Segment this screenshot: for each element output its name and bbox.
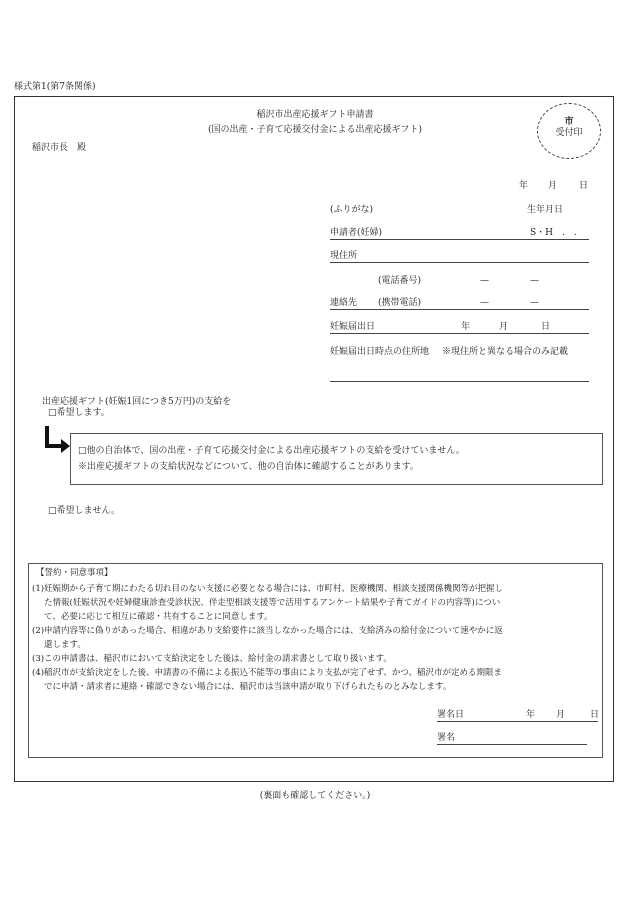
mobile-dash-1: — xyxy=(480,298,489,308)
contact-label: 連絡先 xyxy=(330,298,358,308)
applicant-name-label: 申請者(妊婦) xyxy=(330,228,383,238)
terms-line: て、必要に応じて相互に確認・共有することに同意します。 xyxy=(44,612,273,622)
other-municipality-text: 他の自治体で、国の出産・子育て応援交付金による出産応援ギフトの支給を受けていません。 xyxy=(86,446,465,456)
sign-date-label: 署名日 xyxy=(437,710,465,720)
sign-label: 署名 xyxy=(437,733,456,743)
pregnancy-year: 年 xyxy=(461,322,471,332)
no-wish-option[interactable] xyxy=(48,506,120,517)
address-label: 現住所 xyxy=(330,251,358,261)
terms-heading: 【誓約・同意事項】 xyxy=(36,568,113,578)
birthdate-label: 生年月日 xyxy=(527,205,564,215)
mobile-label: (携帯電話) xyxy=(378,298,422,308)
contact-field[interactable] xyxy=(330,309,589,310)
birth-era: S・H . . xyxy=(530,228,577,238)
reception-stamp xyxy=(537,103,601,159)
no-wish-checkbox[interactable]: □ xyxy=(48,506,57,516)
pregnancy-date-label: 妊娠届出日 xyxy=(330,322,376,332)
stamp-city: 市 xyxy=(564,117,574,127)
sign-day: 日 xyxy=(590,710,600,720)
gift-intro: 出産応援ギフト(妊娠1回につき5万円)の支給を xyxy=(42,397,232,407)
sign-year: 年 xyxy=(526,710,536,720)
prev-address-field[interactable] xyxy=(330,381,589,382)
page-title: 稲沢市出産応援ギフト申請書 xyxy=(256,110,374,120)
terms-line: (4)稲沢市が支給決定をした後、申請書の不備による振込不能等の事由により支払が完了せず、かつ、稲沢市が定める期限ま xyxy=(32,668,503,678)
other-municipality-checkbox[interactable]: □ xyxy=(78,446,87,456)
phone-dash-1: — xyxy=(480,276,489,286)
terms-line: (1)妊娠期から子育て期にわたる切れ目のない支援に必要となる場合には、市町村、医療機関、相談支援関係機関等が把握し xyxy=(32,584,504,594)
date-day: 日 xyxy=(579,181,589,191)
date-month: 月 xyxy=(548,181,558,191)
addressee: 稲沢市長 殿 xyxy=(32,143,87,153)
prev-address-label: 妊娠届出日時点の住所地 xyxy=(330,347,430,357)
phone-label: (電話番号) xyxy=(378,276,422,286)
prev-address-note: ※現住所と異なる場合のみ記載 xyxy=(442,347,569,357)
other-municipality-note: ※出産応援ギフトの支給状況などについて、他の自治体に確認することがあります。 xyxy=(78,462,419,472)
no-wish-label: 希望しません。 xyxy=(56,506,121,516)
form-id: 様式第1(第7条関係) xyxy=(14,82,96,92)
stamp-label: 受付印 xyxy=(555,128,583,138)
applicant-name-field[interactable] xyxy=(330,239,589,240)
terms-line: (3)この申請書は、稲沢市において支給決定をした後は、給付金の請求書として取り扱います。 xyxy=(32,654,392,664)
footer-note: (裏面も確認してください。) xyxy=(259,791,371,801)
address-field[interactable] xyxy=(330,262,589,263)
terms-line: 還します。 xyxy=(44,640,86,650)
terms-line: でに申請・請求者に連絡・確認できない場合には、稲沢市は当該申請が取り下げられたものとみなします。 xyxy=(44,682,452,692)
wish-option[interactable] xyxy=(48,408,110,419)
pregnancy-day: 日 xyxy=(541,322,551,332)
pregnancy-month: 月 xyxy=(499,322,509,332)
furigana-label: (ふりがな) xyxy=(330,205,374,215)
other-municipality-option[interactable] xyxy=(78,446,465,457)
pregnancy-date-field[interactable] xyxy=(330,333,589,334)
sign-date-field[interactable] xyxy=(437,721,598,722)
other-municipality-box xyxy=(70,433,603,485)
mobile-dash-2: — xyxy=(530,298,539,308)
wish-checkbox[interactable]: □ xyxy=(48,408,57,418)
date-year: 年 xyxy=(519,181,529,191)
signature-field[interactable] xyxy=(437,744,587,745)
sign-month: 月 xyxy=(556,710,566,720)
phone-dash-2: — xyxy=(530,276,539,286)
terms-line: た情報(妊娠状況や妊婦健康診査受診状況、伴走型相談支援等で活用するアンケート結果や子育てガイドの内容等)につい xyxy=(44,598,501,608)
terms-line: (2)申請内容等に偽りがあった場合、相違があり支給要件に該当しなかった場合には、支給済みの給付金について速やかに返 xyxy=(32,626,503,636)
page-subtitle: (国の出産・子育て応援交付金による出産応援ギフト) xyxy=(207,125,423,135)
wish-label: 希望します。 xyxy=(56,408,110,418)
